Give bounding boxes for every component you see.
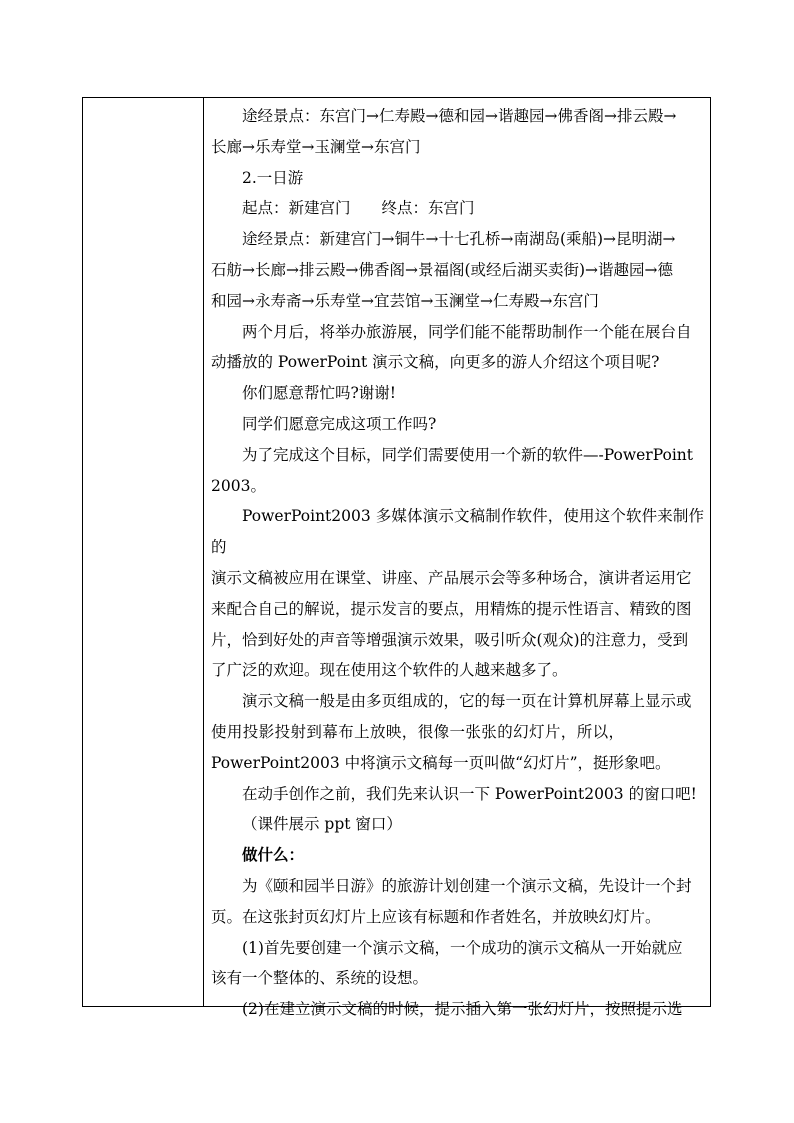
exhibition-line-1: 两个月后，将举办旅游展，同学们能不能帮助制作一个能在展台自 (242, 322, 692, 341)
table-right-column (204, 98, 710, 1019)
help-line: 你们愿意帮忙吗?谢谢! (242, 384, 397, 403)
slides-line-2: 使用投影投射到幕布上放映，很像一张张的幻灯片，所以， (211, 722, 625, 741)
ppt-intro-line-2: 演示文稿被应用在课堂、讲座、产品展示会等多种场合，演讲者运用它 (211, 568, 692, 587)
slides-line-1: 演示文稿一般是由多页组成的，它的每一页在计算机屏幕上显示或 (242, 692, 692, 711)
exhibition-line-2: 动播放的 PowerPoint 演示文稿，向更多的游人介绍这个项目呢? (211, 353, 660, 372)
plan-line-1: 为《颐和园半日游》的旅游计划创建一个演示文稿，先设计一个封 (242, 876, 692, 895)
ppt-intro-line-4: 片，恰到好处的声音等增强演示效果，吸引听众(观众)的注意力，受到 (211, 630, 689, 649)
courseware-line: （课件展示 ppt 窗口） (242, 815, 402, 834)
ppt-intro-line-1: PowerPoint2003 多媒体演示文稿制作软件，使用这个软件来制作的 (211, 507, 704, 557)
plan-line-2: 页。在这张封页幻灯片上应该有标题和作者姓名，并放映幻灯片。 (211, 907, 661, 926)
step1-line-1: (1)首先要创建一个演示文稿，一个成功的演示文稿从一开始就应 (242, 938, 683, 957)
step2-line-1: (2)在建立演示文稿的时候，提示插入第一张幻灯片，按照提示选 (242, 1000, 683, 1019)
start-end-line: 起点：新建宫门 终点：东宫门 (242, 199, 475, 218)
ppt-intro-line-3: 来配合自己的解说，提示发言的要点，用精炼的提示性语言、精致的图 (211, 599, 692, 618)
goal-line-1: 为了完成这个目标，同学们需要使用一个新的软件—-PowerPoint (242, 445, 694, 464)
lesson-content (211, 101, 704, 1025)
what-heading: 做什么： (242, 845, 305, 865)
route-oneday-line-2: 石舫→长廊→排云殿→佛香阁→景福阁(或经后湖买卖街)→谐趣园→德 (211, 260, 674, 279)
route-halfday-line-2: 长廊→乐寿堂→玉澜堂→东宫门 (211, 137, 421, 156)
lesson-table (82, 97, 711, 1019)
step1-line-2: 该有一个整体的、系统的设想。 (211, 969, 429, 988)
table-left-column (83, 98, 204, 1006)
willing-line: 同学们愿意完成这项工作吗? (242, 414, 437, 433)
ppt-intro-line-5: 了广泛的欢迎。现在使用这个软件的人越来越多了。 (211, 661, 568, 680)
route-oneday-line-1: 途经景点：新建宫门→铜牛→十七孔桥→南湖岛(乘船)→昆明湖→ (242, 230, 676, 249)
oneday-heading: 2.一日游 (242, 168, 304, 187)
slides-line-3: PowerPoint2003 中将演示文稿每一页叫做“幻灯片”，挺形象吧。 (211, 753, 671, 772)
window-line: 在动手创作之前，我们先来认识一下 PowerPoint2003 的窗口吧! (242, 784, 697, 803)
route-halfday-line-1: 途经景点：东宫门→仁寿殿→德和园→谐趣园→佛香阁→排云殿→ (242, 107, 677, 125)
route-oneday-line-3: 和园→永寿斋→乐寿堂→宜芸馆→玉澜堂→仁寿殿→东宫门 (211, 291, 599, 310)
goal-line-2: 2003。 (211, 476, 266, 495)
